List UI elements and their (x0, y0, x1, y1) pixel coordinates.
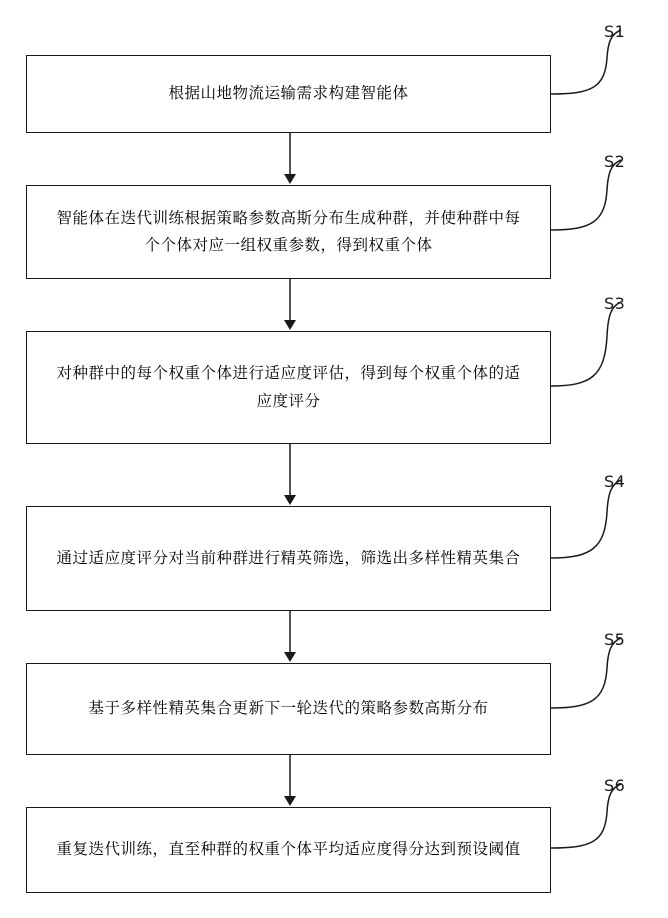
step-label-s4: S4 (604, 472, 626, 491)
step-label-s5: S5 (604, 630, 626, 649)
step-text-s1: 根据山地物流运输需求构建智能体 (168, 84, 409, 103)
connector-s5-s6 (280, 755, 300, 807)
step-text-s5: 基于多样性精英集合更新下一轮迭代的策略参数高斯分布 (88, 699, 489, 718)
step-box-s4 (26, 506, 551, 611)
step-label-s1: S1 (604, 22, 626, 41)
leader-line-s1 (551, 28, 641, 100)
step-label-s3: S3 (604, 294, 626, 313)
connector-s1-s2 (280, 133, 300, 185)
step-text-s6: 重复迭代训练，直至种群的权重个体平均适应度得分达到预设阈值 (56, 840, 521, 859)
step-label-s2: S2 (604, 152, 626, 171)
step-text-s3: 对种群中的每个权重个体进行适应度评估，得到每个权重个体的适应度评分 (56, 364, 521, 410)
connector-s2-s3 (280, 279, 300, 331)
step-text-s4: 通过适应度评分对当前种群进行精英筛选，筛选出多样性精英集合 (56, 548, 521, 567)
leader-line-s4 (551, 478, 641, 564)
step-box-s2 (26, 185, 551, 279)
step-label-s6: S6 (604, 776, 626, 795)
step-box-s1 (26, 55, 551, 133)
connector-s3-s4 (280, 444, 300, 506)
leader-line-s2 (551, 158, 641, 236)
leader-line-s5 (551, 636, 641, 714)
leader-line-s6 (551, 782, 641, 854)
step-text-s2: 智能体在迭代训练根据策略参数高斯分布生成种群，并使种群中每个个体对应一组权重参数，得到权重个体 (56, 208, 521, 254)
step-box-s5 (26, 663, 551, 755)
step-box-s6 (26, 807, 551, 893)
step-box-s3 (26, 331, 551, 444)
leader-line-s3 (551, 300, 641, 392)
connector-s4-s5 (280, 611, 300, 663)
